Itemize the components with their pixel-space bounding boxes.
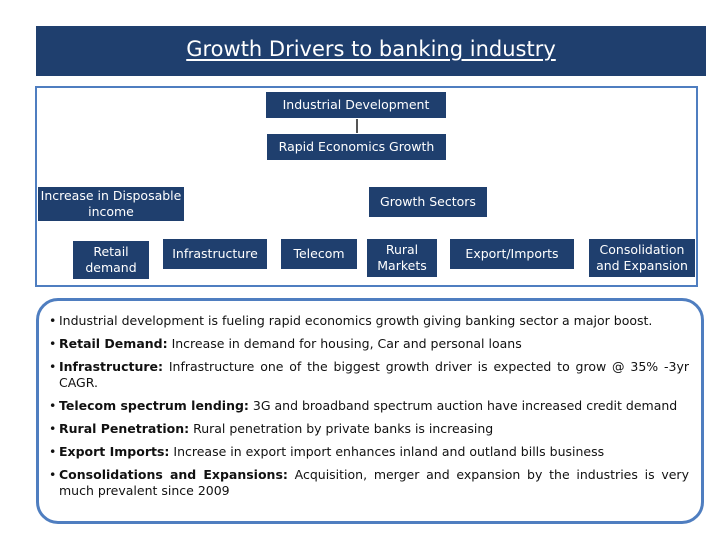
list-item: • Telecom spectrum lending: 3G and broadband spectrum auction have increased credit demand — [49, 398, 678, 413]
node-consolidation-expansion: Consolidation and Expansion — [588, 238, 696, 278]
list-item: • Industrial development is fueling rapid economics growth giving banking sector a major boost. — [49, 313, 653, 328]
node-retail-demand: Retail demand — [72, 240, 150, 280]
list-item: • Export Imports: Increase in export import enhances inland and outland bills business — [49, 444, 605, 459]
node-industrial-development: Industrial Development — [265, 91, 447, 119]
node-growth-sectors: Growth Sectors — [368, 186, 488, 218]
node-telecom: Telecom — [280, 238, 358, 270]
page-title: Growth Drivers to banking industry — [186, 37, 556, 61]
list-item: • Retail Demand: Increase in demand for housing, Car and personal loans — [49, 336, 522, 351]
node-infrastructure: Infrastructure — [162, 238, 268, 270]
connector-top — [356, 118, 358, 134]
node-disposable-income: Increase in Disposable income — [37, 186, 185, 222]
list-item: • Infrastructure: Infrastructure one of the biggest growth driver is expected to grow @ 35% -3yr CAGR. — [49, 359, 689, 390]
node-export-imports: Export/Imports — [449, 238, 575, 270]
title-bar — [36, 26, 706, 76]
node-rapid-economics-growth: Rapid Economics Growth — [266, 133, 447, 161]
list-item: • Rural Penetration: Rural penetration by private banks is increasing — [49, 421, 494, 436]
list-item: • Consolidations and Expansions: Acquisition, merger and expansion by the industries is very much prevalent since 2009 — [49, 467, 689, 498]
node-rural-markets: Rural Markets — [366, 238, 438, 278]
notes-panel — [36, 298, 704, 524]
